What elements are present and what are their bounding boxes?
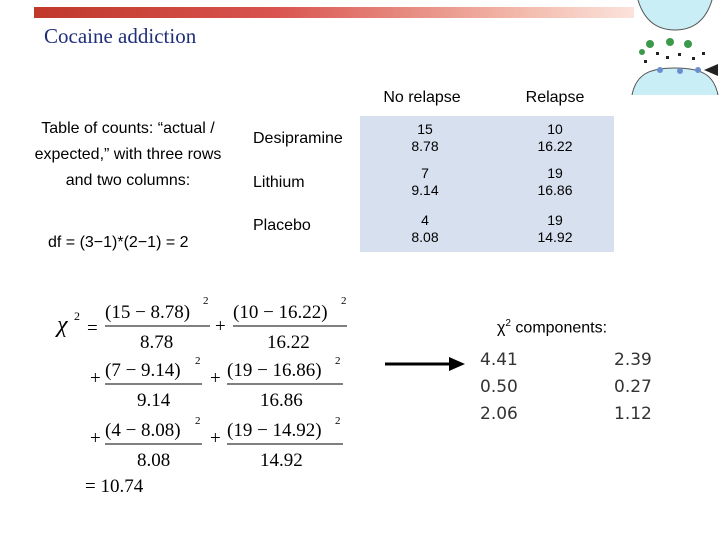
plus-sign: +	[210, 368, 221, 389]
component-value: 2.39	[614, 350, 652, 370]
cell-expected: 16.22	[537, 138, 573, 154]
cell-expected: 8.78	[411, 138, 439, 154]
term-denominator: 16.86	[260, 390, 303, 411]
term-exponent: 2	[195, 355, 201, 367]
term-denominator: 8.08	[137, 450, 171, 471]
chi-superscript: 2	[505, 318, 511, 329]
plus-sign: +	[90, 368, 101, 389]
term-exponent: 2	[341, 295, 347, 307]
cell-expected: 14.92	[537, 229, 573, 245]
cell-actual: 4	[421, 212, 429, 228]
chi-square-result: = 10.74	[85, 476, 144, 497]
term-numerator: (19 − 16.86)	[227, 360, 322, 381]
plus-sign: +	[90, 428, 101, 449]
column-header-relapse: Relapse	[525, 89, 585, 106]
term-exponent: 2	[335, 355, 341, 367]
chi-symbol: χ	[57, 312, 68, 338]
table-cell	[505, 165, 605, 199]
components-title	[497, 318, 607, 337]
cell-actual: 19	[547, 212, 563, 228]
cell-expected: 9.14	[411, 182, 439, 198]
component-value: 0.50	[480, 377, 518, 397]
table-cell	[505, 121, 605, 155]
row-label-placebo: Placebo	[253, 217, 311, 234]
title-accent-bar	[34, 7, 634, 18]
table-cell	[375, 121, 475, 155]
table-cell	[375, 165, 475, 199]
column-header-no-relapse: No relapse	[383, 89, 461, 106]
cell-actual: 15	[417, 121, 433, 137]
term-numerator: (19 − 14.92)	[227, 420, 322, 441]
right-arrow-icon	[385, 356, 465, 372]
components-label: components:	[510, 319, 608, 337]
term-denominator: 14.92	[260, 450, 303, 471]
chi-superscript: 2	[74, 309, 80, 323]
term-exponent: 2	[335, 415, 341, 427]
row-label-lithium: Lithium	[253, 174, 305, 191]
term-exponent: 2	[195, 415, 201, 427]
cell-actual: 19	[547, 165, 563, 181]
cell-actual: 10	[547, 121, 563, 137]
cell-expected: 8.08	[411, 229, 439, 245]
synapse-illustration	[630, 0, 720, 95]
plus-sign: +	[210, 428, 221, 449]
equals-sign: =	[87, 318, 98, 339]
table-cell	[505, 212, 605, 246]
term-numerator: (7 − 9.14)	[105, 360, 181, 381]
component-value: 1.12	[614, 404, 652, 424]
component-value: 0.27	[614, 377, 652, 397]
component-value: 4.41	[480, 350, 518, 370]
slide-title: Cocaine addiction	[44, 24, 197, 48]
term-denominator: 16.22	[267, 332, 310, 353]
term-numerator: (10 − 16.22)	[233, 302, 328, 323]
term-numerator: (15 − 8.78)	[105, 302, 191, 323]
table-description: Table of counts: “actual / expected,” with three rows and two columns:	[34, 120, 222, 189]
term-denominator: 8.78	[140, 332, 174, 353]
degrees-of-freedom: df = (3−1)*(2−1) = 2	[48, 234, 189, 251]
plus-sign: +	[215, 316, 226, 337]
component-value: 2.06	[480, 404, 518, 424]
term-numerator: (4 − 8.08)	[105, 420, 181, 441]
row-label-desipramine: Desipramine	[253, 130, 343, 147]
term-denominator: 9.14	[137, 390, 171, 411]
chi-square-formula	[55, 292, 355, 502]
cell-actual: 7	[421, 165, 429, 181]
chi-symbol: χ	[497, 319, 506, 337]
table-cell	[375, 212, 475, 246]
term-exponent: 2	[203, 295, 209, 307]
cell-expected: 16.86	[537, 182, 573, 198]
